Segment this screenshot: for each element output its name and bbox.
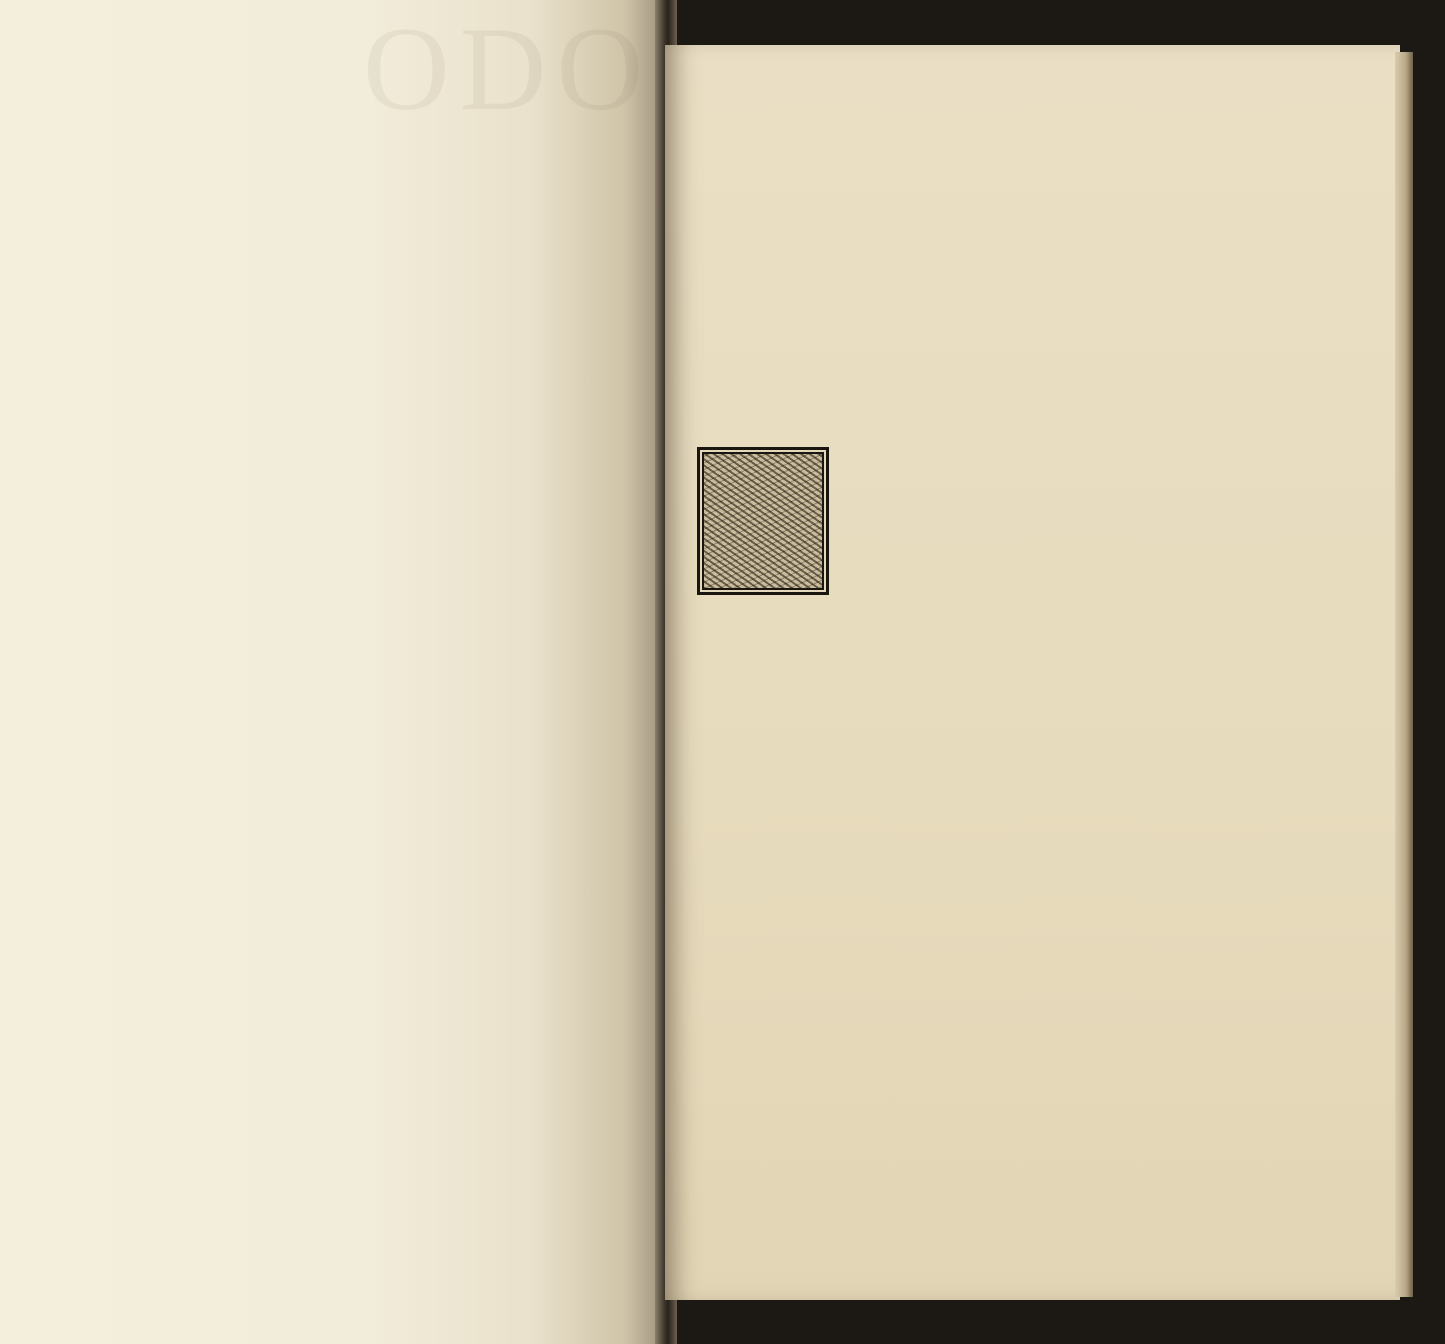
page-edges — [1395, 52, 1413, 1297]
right-page — [665, 45, 1400, 1300]
woodcut-initial — [697, 447, 829, 595]
showthrough-text: ODO — [363, 2, 653, 135]
left-page — [0, 0, 665, 1344]
left-page-text — [0, 0, 665, 1344]
initial-letter — [700, 450, 826, 592]
